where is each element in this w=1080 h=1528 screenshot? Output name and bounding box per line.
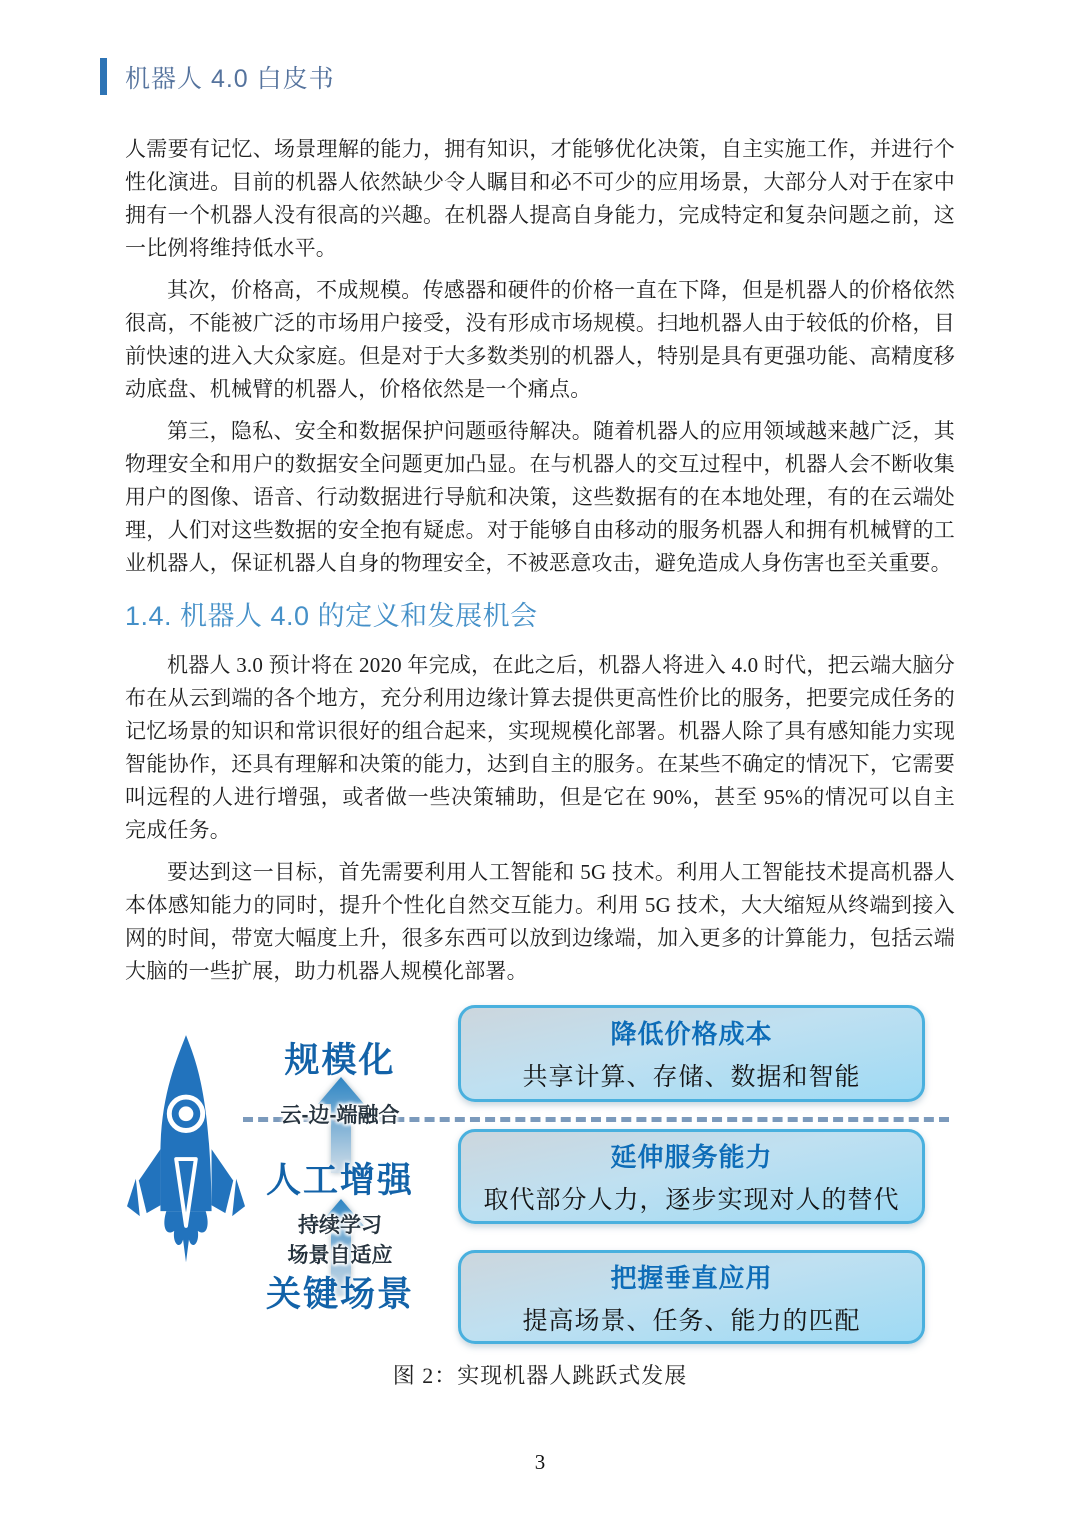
transition-label-line: 持续学习: [298, 1214, 382, 1237]
header-accent-bar: [100, 58, 107, 95]
transition-label-continuous-learning: [230, 1211, 450, 1271]
info-box-title: 把握垂直应用: [610, 1262, 773, 1293]
transition-label-cloud-edge-device: 云-边-端融合: [280, 1104, 400, 1127]
info-box-title: 降低价格成本: [610, 1019, 773, 1049]
info-box-body: 取代部分人力，逐步实现对人的替代: [483, 1187, 900, 1214]
info-box-vertical-application: [458, 1250, 925, 1344]
figure-robot-leap-development: [125, 997, 955, 1347]
info-box-body: 提高场景、任务、能力的匹配: [522, 1307, 861, 1335]
stage-label-key-scenarios: 关键场景: [265, 1275, 414, 1314]
document-header: [100, 58, 955, 95]
body-paragraph: 人需要有记忆、场景理解的能力，拥有知识，才能够优化决策，自主实施工作，并进行个性化演进。目前的机器人依然缺少令人瞩目和必不可少的应用场景，大部分人对于在家中拥有一个机器人没有很高的兴趣。在机器人提高自身能力，完成特定和复杂问题之前，这一比例将维持低水平。: [125, 137, 955, 260]
body-paragraph: 其次，价格高，不成规模。传感器和硬件的价格一直在下降，但是机器人的价格依然很高，不能被广泛的市场用户接受，没有形成市场规模。扫地机器人由于较低的价格，目前快速的进入大众家庭。但是对于大多数类别的机器人，特别是具有更强功能、高精度移动底盘、机械臂的机器人，价格依然是一个痛点。: [125, 278, 955, 401]
body-paragraph: 要达到这一目标，首先需要利用人工智能和 5G 技术。利用人工智能技术提高机器人本体感知能力的同时，提升个性化自然交互能力。利用 5G 技术，大大缩短从终端到接入网的时间，带宽大幅度上升，很多东西可以放到边缘端，加入更多的计算能力，包括云端大脑的一些扩展，助力机器人规模化部署。: [125, 860, 955, 983]
info-box-title: 延伸服务能力: [610, 1142, 773, 1172]
transition-label-line: 场景自适应: [287, 1244, 393, 1267]
body-paragraph: 第三，隐私、安全和数据保护问题亟待解决。随着机器人的应用领域越来越广泛，其物理安全和用户的数据安全问题更加凸显。在与机器人的交互过程中，机器人会不断收集用户的图像、语音、行动数据进行导航和决策，这些数据有的在本地处理，有的在云端处理，人们对这些数据的安全抱有疑虑。对于能够自由移动的服务机器人和拥有机械臂的工业机器人，保证机器人自身的物理安全，不被恶意攻击，避免造成人身伤害也至关重要。: [125, 419, 955, 575]
document-title: 机器人 4.0 白皮书: [125, 64, 335, 93]
stage-label-human-augmentation: 人工增强: [265, 1161, 414, 1200]
section-heading: 1.4. 机器人 4.0 的定义和发展机会: [125, 601, 538, 631]
info-box-body: 共享计算、存储、数据和智能: [522, 1064, 861, 1091]
info-box-extend-service: [458, 1129, 925, 1224]
rocket-icon: [127, 1025, 245, 1297]
figure-caption: 图 2：实现机器人跳跃式发展: [392, 1363, 688, 1388]
stage-label-scale: 规模化: [284, 1041, 396, 1080]
page-number: 3: [534, 1450, 546, 1474]
info-box-lower-cost: [458, 1005, 925, 1102]
body-paragraph: 机器人 3.0 预计将在 2020 年完成，在此之后，机器人将进入 4.0 时代，把云端大脑分布在从云到端的各个地方，充分利用边缘计算去提供更高性价比的服务，把要完成任务的记忆场景的知识和常识很好的组合起来，实现规模化部署。机器人除了具有感知能力实现智能协作，还具有理解和决策的能力，达到自主的服务。在某些不确定的情况下，它需要叫远程的人进行增强，或者做一些决策辅助，但是它在 90%，甚至 95%的情况可以自主完成任务。: [125, 653, 955, 842]
